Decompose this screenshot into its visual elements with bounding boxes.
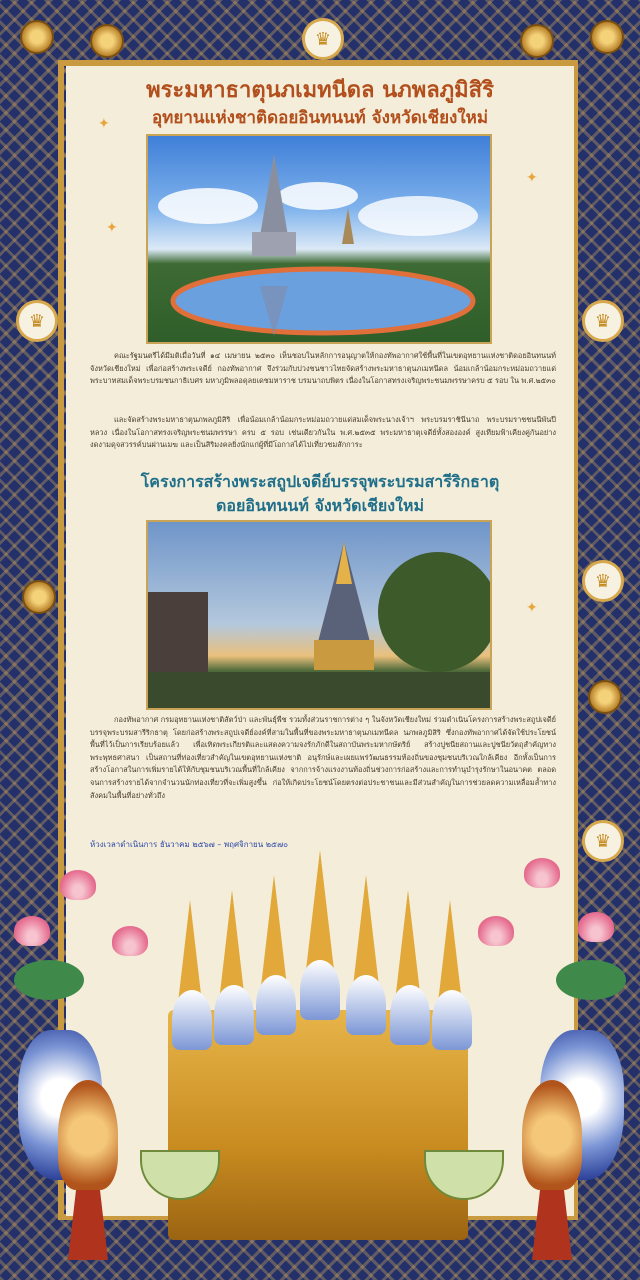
project-title-line1: โครงการสร้างพระสถูปเจดีย์บรรจุพระบรมสารีริกธาตุ bbox=[140, 472, 500, 491]
royal-emblem-icon: ♛ bbox=[582, 820, 624, 862]
sparkle-icon: ✦ bbox=[526, 600, 538, 616]
corner-medallion bbox=[590, 20, 624, 54]
lotus-leaf bbox=[556, 960, 626, 1000]
project-title-line2: ดอยอินทนนท์ จังหวัดเชียงใหม่ bbox=[216, 496, 424, 515]
project-period: ห้วงเวลาดำเนินการ ธันวาคม ๒๕๖๗ – พฤศจิกายน ๒๕๗๐ bbox=[90, 840, 288, 849]
page-subtitle: อุทยานแห่งชาติดอยอินทนนท์ จังหวัดเชียงใหม่ bbox=[151, 108, 489, 128]
golden-spire bbox=[306, 850, 334, 970]
intro-paragraph-1: คณะรัฐมนตรีได้มีมติเมื่อวันที่ ๑๔ เมษายน ๒๕๓๐ เห็นชอบในหลักการอนุญาตให้กองทัพอากาศใช้พื้นที่ในเขตอุทยานแห่งชาติดอยอินทนนท์ จังหวัดเชียงใหม่ เพื่อก่อสร้างพระเจดีย์ กองทัพอากาศ จึงร่วมกับปวงชนชาวไทยจัดสร้างพระมหาธาตุนภเมทนีดล น้อมเกล้าน้อมกระหม่อมถวายแด่พระบาทสมเด็จพระบรมชนกาธิเบศร มหาภูมิพลอดุลยเดชมหาราช บรมนาถบพิตร เนื่องในโอกาสทรงเจริญพระชนมพรรษาครบ ๕ รอบ ใน พ.ศ.๒๕๓๐ bbox=[90, 351, 556, 386]
page-title: พระมหาธาตุนภเมทนีดล นภพลภูมิสิริ bbox=[146, 78, 494, 103]
spire-base bbox=[172, 990, 212, 1050]
corner-medallion bbox=[20, 20, 54, 54]
new-stupa-photo bbox=[146, 520, 492, 710]
royal-emblem-icon: ♛ bbox=[16, 300, 58, 342]
border-medallion bbox=[588, 680, 622, 714]
lotus-flower bbox=[524, 858, 560, 888]
border-medallion bbox=[90, 24, 124, 58]
intro-paragraph-2: และจัดสร้างพระมหาธาตุนภพลภูมิสิริ เพื่อน้อมเกล้าน้อมกระหม่อมถวายแด่สมเด็จพระนางเจ้าฯ พระบรมราชินีนาถ พระบรมราชชนนีพันปีหลวง เนื่องในโอกาสทรงเจริญพระชนมพรรษา ครบ ๕ รอบ เช่นเดียวกันใน พ.ศ.๒๕๓๕ พระมหาธาตุเจดีย์ทั้งสององค์ สูงเทียมฟ้าเคียงคู่กันอย่างงดงามดุจสวรรค์บนผ่านเมฆ และเป็นสิริมงคลยิ่งนักแก่ผู้ที่มีโอกาสได้ไปเที่ยวชมสักการะ bbox=[90, 415, 556, 450]
lotus-flower bbox=[112, 926, 148, 956]
border-medallion bbox=[22, 580, 56, 614]
flower-offering bbox=[58, 1080, 118, 1190]
spire-base bbox=[214, 985, 254, 1045]
sparkle-icon: ✦ bbox=[106, 220, 118, 236]
border-medallion bbox=[520, 24, 554, 58]
lotus-leaf bbox=[14, 960, 84, 1000]
pagoda-lake-photo bbox=[146, 134, 492, 344]
project-paragraph: กองทัพอากาศ กรมอุทยานแห่งชาติสัตว์ป่า และพันธุ์พืช รวมทั้งส่วนราชการต่าง ๆ ในจังหวัดเชียงใหม่ ร่วมดำเนินโครงการสร้างพระสถูปเจดีย์บรรจุพระบรมสารีริกธาตุ โดยก่อสร้างพระสถูปเจดีย์องค์ที่สามในพื้นที่ของพระมหาธาตุนภเมทนีดล นภพลภูมิสิริ ซึ่งกองทัพอากาศได้จัดใช้ประโยชน์พื้นที่ไว้เป็นการเรียบร้อยแล้ว เพื่อเทิดพระเกียรติและแสดงความจงรักภักดีในสถาบันพระมหากษัตริย์ สร้างปูชนียสถานและปูชนียวัตถุสำคัญทางพระพุทธศาสนา เป็นสถานที่ท่องเที่ยวสำคัญในเขตอุทยานแห่งชาติ อนุรักษ์และเผยแพร่วัฒนธรรมท้องถิ่นของชุมชนบริเวณใกล้เคียง อีกทั้งเป็นการสร้างโอกาสในการเพิ่มรายได้ให้กับชุมชนบริเวณพื้นที่ใกล้เคียง จากการจ้างแรงงานท้องถิ่นช่วงการก่อสร้างและการทำนุบำรุงรักษาในอนาคต ตลอดจนการสร้างรายได้จากจำนวนนักท่องเที่ยวที่จะเพิ่มสูงขึ้น ก่อให้เกิดประโยชน์โดยตรงต่อประชาชนและมีส่วนสำคัญในการช่วยลดความเหลื่อมล้ำทางสังคมในพื้นที่อย่างทั่วถึง bbox=[90, 715, 556, 800]
lotus-flower bbox=[60, 870, 96, 900]
lotus-flower bbox=[578, 912, 614, 942]
royal-emblem-icon: ♛ bbox=[582, 560, 624, 602]
pagoda-illustration bbox=[148, 136, 490, 342]
spire-base bbox=[346, 975, 386, 1035]
spire-base bbox=[300, 960, 340, 1020]
spire-base bbox=[256, 975, 296, 1035]
sparkle-icon: ✦ bbox=[98, 116, 110, 132]
spire-base bbox=[432, 990, 472, 1050]
spire-base bbox=[390, 985, 430, 1045]
lotus-flower bbox=[478, 916, 514, 946]
sparkle-icon: ✦ bbox=[526, 170, 538, 186]
royal-emblem-icon: ♛ bbox=[302, 18, 344, 60]
lotus-flower bbox=[14, 916, 50, 946]
flower-offering bbox=[522, 1080, 582, 1190]
royal-emblem-icon: ♛ bbox=[582, 300, 624, 342]
stupa-illustration bbox=[148, 522, 490, 708]
